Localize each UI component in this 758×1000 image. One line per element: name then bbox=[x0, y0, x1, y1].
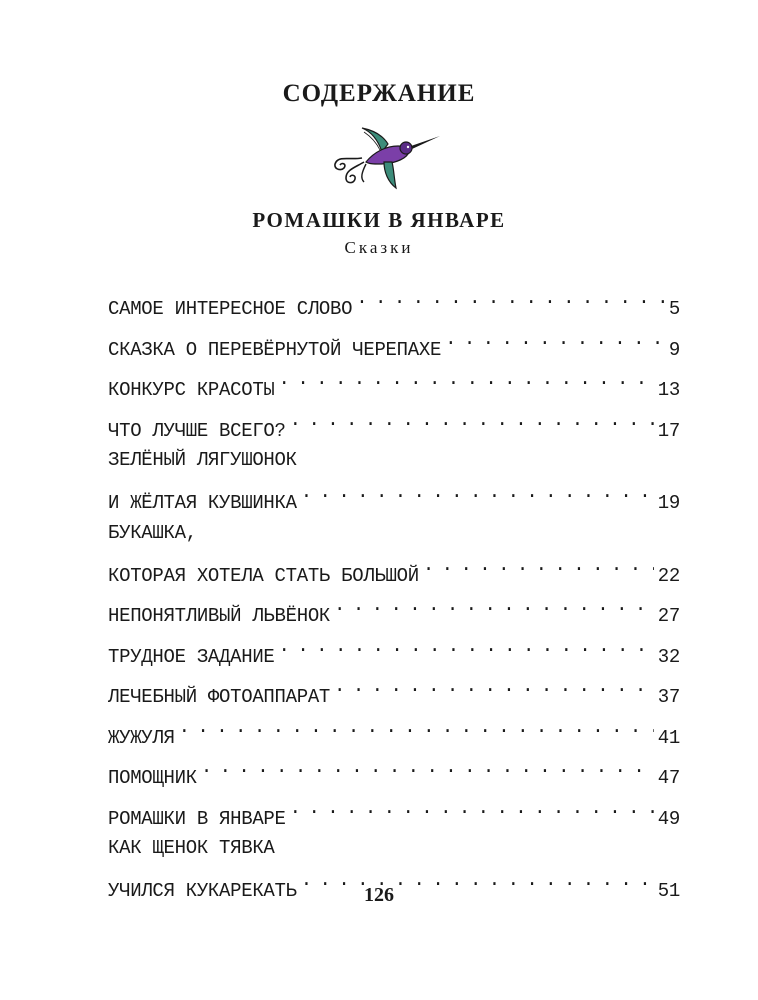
toc-entry-title: ПОМОЩНИК bbox=[108, 767, 197, 789]
toc-entry-title: ЖУЖУЛЯ bbox=[108, 726, 175, 749]
leader-dots bbox=[279, 630, 654, 662]
leader-dots bbox=[334, 670, 654, 702]
toc-entry-title: ТРУДНОЕ ЗАДАНИЕ bbox=[108, 645, 275, 668]
toc-entry-page: 19 bbox=[657, 492, 680, 514]
leader-dots bbox=[445, 323, 665, 355]
leader-dots bbox=[423, 549, 654, 581]
toc-entry-title: НЕПОНЯТЛИВЫЙ ЛЬВЁНОК bbox=[108, 605, 331, 627]
toc-entry-page: 41 bbox=[657, 726, 680, 749]
toc-entry-page: 27 bbox=[657, 605, 680, 627]
toc-entry[interactable] bbox=[108, 711, 680, 749]
page-number: 126 bbox=[364, 884, 394, 906]
leader-dots bbox=[290, 792, 654, 824]
toc-entry[interactable] bbox=[108, 363, 680, 401]
toc-entry-title: УЧИЛСЯ КУКАРЕКАТЬ bbox=[108, 880, 297, 902]
section-subtitle: Сказки bbox=[344, 238, 414, 257]
toc-entry-page: 51 bbox=[657, 880, 680, 902]
leader-dots bbox=[179, 711, 654, 743]
toc-entry-title: СКАЗКА О ПЕРЕВЁРНУТОЙ ЧЕРЕПАХЕ bbox=[108, 338, 442, 361]
leader-dots bbox=[290, 404, 654, 436]
toc-entry[interactable] bbox=[108, 670, 680, 708]
toc-entry-page: 13 bbox=[657, 379, 680, 401]
toc-entry[interactable] bbox=[108, 444, 680, 514]
toc-entry-page: 9 bbox=[668, 338, 680, 361]
toc-entry-page: 5 bbox=[668, 298, 680, 320]
toc-entry-page: 22 bbox=[657, 564, 680, 587]
toc-entry[interactable] bbox=[108, 751, 680, 789]
toc-entry-page: 17 bbox=[657, 419, 680, 442]
leader-dots bbox=[279, 363, 654, 395]
toc-entry-title-line: ЗЕЛЁНЫЙ ЛЯГУШОНОК bbox=[108, 449, 297, 471]
toc-entry-title-line: БУКАШКА, bbox=[108, 521, 197, 544]
table-of-contents bbox=[108, 282, 680, 905]
toc-entry[interactable] bbox=[108, 404, 680, 442]
toc-entry-title: РОМАШКИ В ЯНВАРЕ bbox=[108, 807, 286, 830]
leader-dots bbox=[301, 476, 654, 508]
toc-entry[interactable] bbox=[108, 323, 680, 361]
toc-entry-title: ЧТО ЛУЧШЕ ВСЕГО? bbox=[108, 419, 286, 442]
toc-entry-page: 49 bbox=[657, 807, 680, 830]
toc-entry-title-line: КАК ЩЕНОК ТЯВКА bbox=[108, 837, 275, 859]
toc-entry[interactable] bbox=[108, 792, 680, 830]
page-title: СОДЕРЖАНИЕ bbox=[282, 80, 476, 107]
toc-entry[interactable] bbox=[108, 517, 680, 587]
toc-entry-page: 37 bbox=[657, 686, 680, 708]
toc-entry-title: САМОЕ ИНТЕРЕСНОЕ СЛОВО bbox=[108, 298, 353, 320]
toc-entry[interactable] bbox=[108, 630, 680, 668]
leader-dots bbox=[356, 282, 665, 314]
toc-entry-title: ЛЕЧЕБНЫЙ ФОТОАППАРАТ bbox=[108, 686, 331, 708]
toc-entry-title: КОТОРАЯ ХОТЕЛА СТАТЬ БОЛЬШОЙ bbox=[108, 564, 419, 587]
section-title: РОМАШКИ В ЯНВАРЕ bbox=[252, 208, 506, 232]
toc-entry-page: 47 bbox=[657, 767, 680, 789]
toc-entry-title: И ЖЁЛТАЯ КУВШИНКА bbox=[108, 492, 297, 514]
toc-entry-title: КОНКУРС КРАСОТЫ bbox=[108, 379, 275, 401]
toc-entry[interactable] bbox=[108, 282, 680, 320]
hummingbird-icon bbox=[322, 122, 446, 194]
leader-dots bbox=[334, 589, 654, 621]
leader-dots bbox=[201, 751, 654, 783]
toc-entry[interactable] bbox=[108, 589, 680, 627]
toc-entry-page: 32 bbox=[657, 645, 680, 668]
